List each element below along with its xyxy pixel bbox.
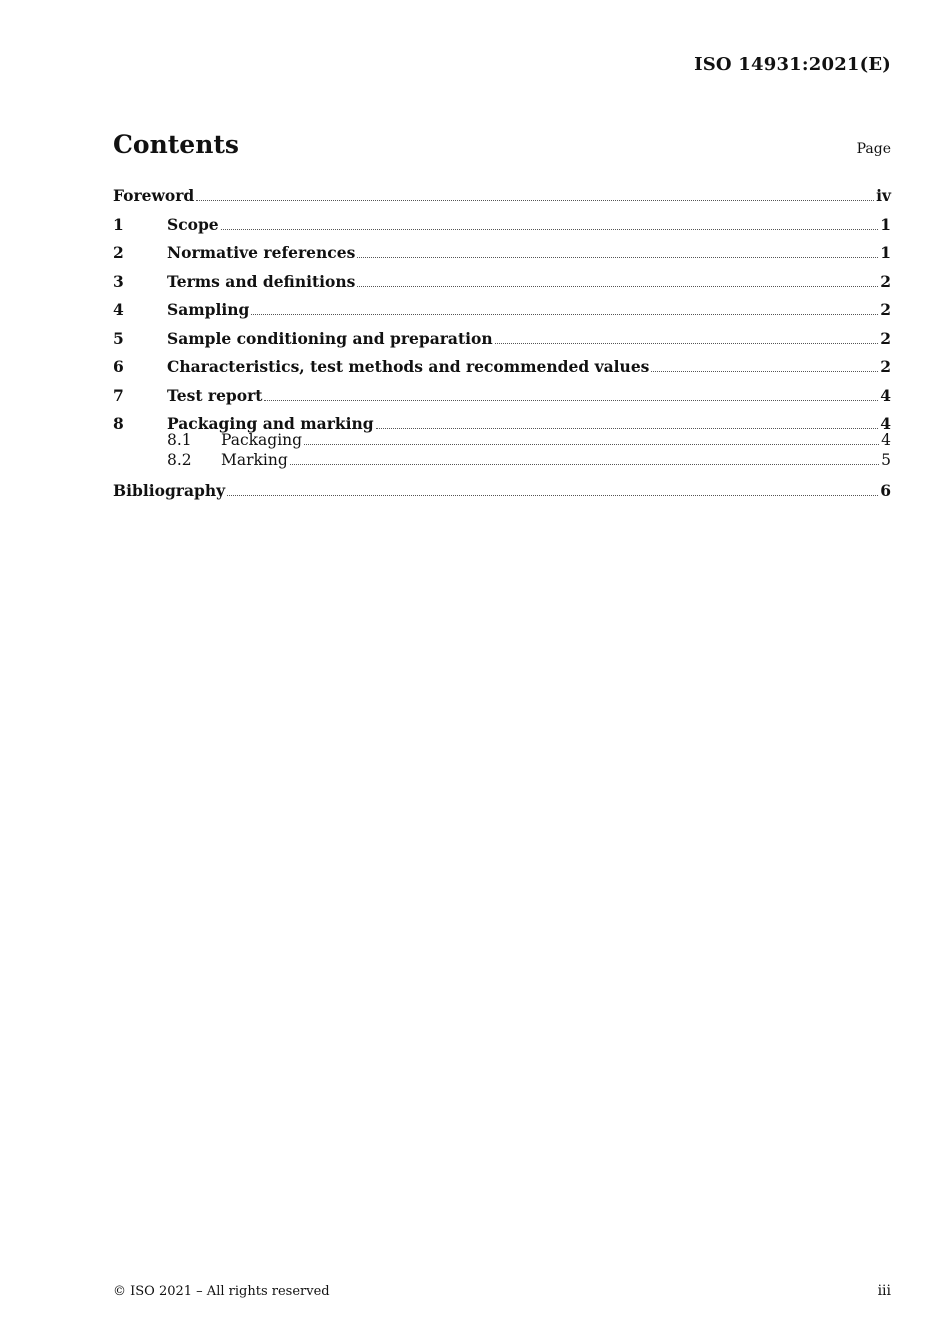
toc-leader-dots	[290, 463, 879, 465]
toc-leader-dots	[357, 256, 878, 258]
toc-entry-label: Bibliography	[113, 480, 226, 500]
toc-subentry-page: 5	[881, 450, 891, 469]
toc-entry-scope[interactable]	[113, 213, 891, 242]
document-id: ISO 14931:2021(E)	[694, 54, 891, 75]
toc-title: Contents	[113, 130, 240, 159]
toc-entry-page: 6	[880, 480, 891, 500]
toc-entry-number: 3	[113, 271, 124, 291]
toc-entry-packaging-and-marking[interactable]	[113, 412, 891, 431]
toc-entry-page: iv	[876, 186, 891, 205]
toc-entry-label: Normative references	[167, 243, 356, 262]
toc-entry-page: 4	[880, 414, 891, 433]
toc-entry-number: 7	[113, 385, 124, 405]
toc-leader-dots	[376, 427, 879, 429]
toc-entry-label: Packaging and marking	[167, 414, 374, 433]
toc-entry-page: 2	[880, 300, 891, 319]
toc-entry-terms-and-definitions[interactable]	[113, 270, 891, 299]
toc-entry-characteristics[interactable]	[113, 355, 891, 384]
toc-entry-page: 2	[880, 271, 891, 291]
toc-entry-number: 6	[113, 357, 124, 376]
toc-leader-dots	[495, 342, 879, 344]
toc-entry-page: 2	[880, 357, 891, 376]
toc-subentry-number: 8.2	[167, 450, 192, 469]
toc-leader-dots	[251, 313, 878, 315]
toc-subentry-label: Packaging	[221, 431, 303, 449]
toc-entry-test-report[interactable]	[113, 384, 891, 413]
toc-leader-dots	[196, 199, 874, 201]
toc-entry-label: Characteristics, test methods and recommended values	[167, 357, 650, 376]
toc-subentry-packaging[interactable]	[113, 431, 891, 451]
toc-entry-label: Terms and definitions	[167, 271, 356, 291]
toc-leader-dots	[651, 370, 878, 372]
toc-header	[113, 130, 891, 159]
toc-entry-page: 1	[880, 243, 891, 262]
toc-entry-foreword[interactable]	[113, 184, 891, 213]
toc-entry-page: 2	[880, 328, 891, 348]
toc-entry-label: Scope	[167, 214, 219, 234]
toc-leader-dots	[304, 443, 879, 445]
toc-leader-dots	[227, 494, 878, 496]
footer-page-number: iii	[877, 1283, 891, 1299]
toc-entry-page: 1	[880, 214, 891, 234]
toc-page-label: Page	[856, 141, 891, 157]
toc-entry-label: Sample conditioning and preparation	[167, 328, 493, 348]
toc-subentry-marking[interactable]	[113, 451, 891, 479]
toc-entry-sample-conditioning[interactable]	[113, 327, 891, 356]
toc-entry-label: Sampling	[167, 300, 250, 319]
toc-entry-label: Foreword	[113, 186, 195, 205]
toc-subentry-label: Marking	[221, 450, 288, 469]
toc-entry-number: 2	[113, 243, 124, 262]
toc-entry-sampling[interactable]	[113, 298, 891, 327]
footer-copyright: © ISO 2021 – All rights reserved	[113, 1284, 330, 1299]
toc-entry-page: 4	[880, 385, 891, 405]
toc-leader-dots	[264, 399, 878, 401]
toc-entry-bibliography[interactable]	[113, 479, 891, 508]
toc-entry-number: 5	[113, 328, 124, 348]
toc-entry-number: 8	[113, 414, 124, 433]
table-of-contents	[113, 184, 891, 507]
toc-entry-number: 4	[113, 300, 124, 319]
toc-entry-label: Test report	[167, 385, 263, 405]
toc-leader-dots	[357, 285, 878, 287]
toc-subentry-number: 8.1	[167, 431, 192, 449]
toc-entry-number: 1	[113, 214, 124, 234]
toc-entry-normative-references[interactable]	[113, 241, 891, 270]
toc-leader-dots	[221, 228, 879, 230]
toc-subentry-page: 4	[881, 431, 891, 449]
